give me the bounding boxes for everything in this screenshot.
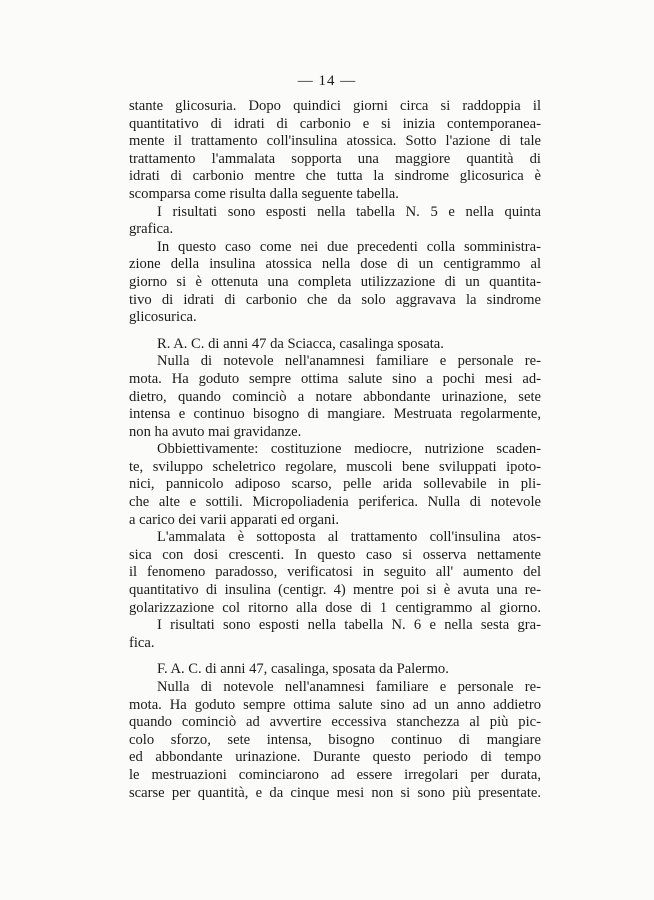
text-line: mota. Ha goduto sempre ottima salute sino a pochi mesi ad- [129,370,541,387]
text-line: quantitativo di insulina (centigr. 4) mentre poi si è avuta una re- [129,582,541,599]
text-line: Nulla di notevole nell'anamnesi familiare e personale re- [157,353,541,370]
text-line: glicosurica. [129,309,197,326]
text-line: mente il trattamento coll'insulina atossica. Sotto l'azione di tale [129,133,541,150]
text-line: che alte e sottili. Micropoliadenia periferica. Nulla di notevole [129,494,541,511]
text-line: a carico dei varii apparati ed organi. [129,511,340,528]
text-line: intensa e continuo bisogno di mangiare. Mestruata regolarmente, [129,406,541,423]
paragraph-gap [129,652,541,661]
case-heading: F. A. C. di anni 47, casalinga, sposata da Palermo. [157,661,449,678]
text-line: stante glicosuria. Dopo quindici giorni circa si raddoppia il [129,98,541,114]
body-text [129,98,541,802]
text-line: quantitativo di idrati di carbonio e si inizia contemporanea- [129,115,541,132]
text-line: scomparsa come risulta dalla seguente tabella. [129,185,399,202]
text-line: I risultati sono esposti nella tabella N. 5 e nella quinta [157,203,541,220]
text-line: idrati di carbonio mentre che tutta la sindrome glicosurica è [129,168,541,185]
text-line: L'ammalata è sottoposta al trattamento coll'insulina atos- [157,529,541,546]
text-line: le mestruazioni cominciarono ad essere irregolari per durata, [129,766,541,783]
paragraph-gap [129,327,541,336]
text-line: ed abbondante urinazione. Durante questo periodo di tempo [129,749,541,766]
text-line: golarizzazione col ritorno alla dose di 1 centigrammo al giorno. [129,599,541,616]
text-line: colo sforzo, sete intensa, bisogno continuo di mangiare [129,731,541,748]
text-line: te, sviluppo scheletrico regolare, muscoli bene sviluppati ipoto- [129,458,541,475]
text-line: zione della insulina atossica nella dose di un centigrammo al [129,256,541,273]
text-line: il fenomeno paradosso, verificatosi in seguito all' aumento del [129,564,541,581]
text-line: fica. [129,634,155,651]
text-line: giorno si è ottenuta una completa utilizzazione di un quantita- [129,273,541,290]
case-heading: R. A. C. di anni 47 da Sciacca, casalinga sposata. [157,335,444,352]
text-line: nici, pannicolo adiposo scarso, pelle arida sollevabile in pli- [129,476,541,493]
text-line: In questo caso come nei due precedenti colla somministra- [157,238,541,255]
text-line: tivo di idrati di carbonio che da solo aggravava la sindrome [129,291,541,308]
text-line: grafica. [129,221,174,238]
page-number: — 14 — [297,73,357,89]
text-line: quando cominciò ad avvertire eccessiva stanchezza al più pic- [129,714,541,731]
text-line: dietro, quando cominciò a notare abbondante urinazione, sete [129,388,541,405]
text-line: Obbiettivamente: costituzione mediocre, nutrizione scaden- [157,441,541,458]
text-line: scarse per quantità, e da cinque mesi non si sono più presentate. [129,784,541,801]
text-line: sica con dosi crescenti. In questo caso si osserva nettamente [129,546,541,563]
text-line: trattamento l'ammalata sopporta una maggiore quantità di [129,150,541,167]
text-line: I risultati sono esposti nella tabella N. 6 e nella sesta gra- [157,617,541,634]
text-line: non ha avuto mai gravidanze. [129,423,302,440]
text-line: mota. Ha goduto sempre ottima salute sino ad un anno addietro [129,696,541,713]
text-line: Nulla di notevole nell'anamnesi familiare e personale re- [157,679,541,695]
